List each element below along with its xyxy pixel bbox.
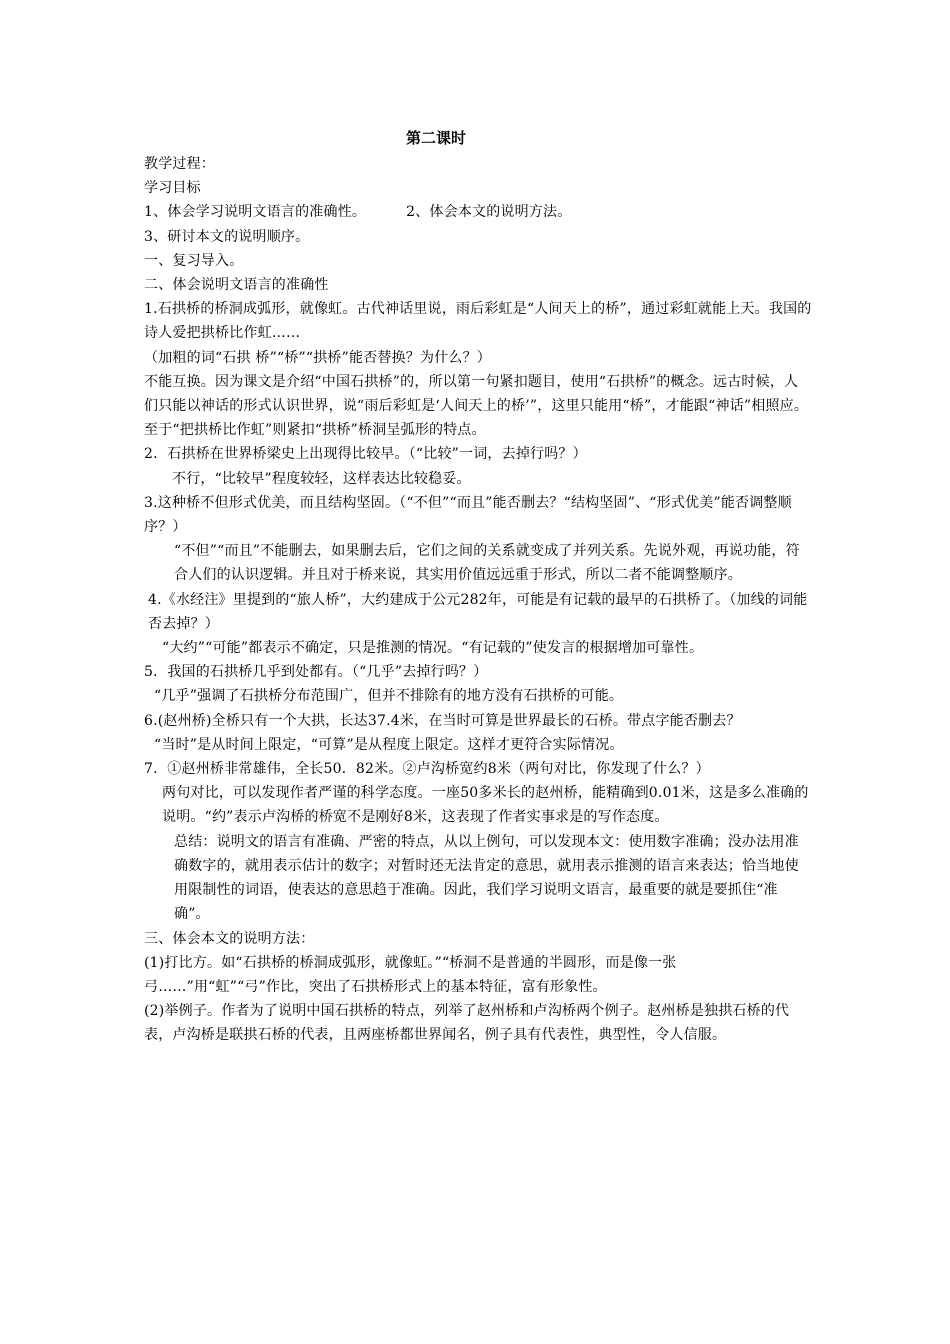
paragraph-learning-goals: 学习目标 [144,180,201,197]
paragraph-answer-5: “几乎”强调了石拱桥分布范围广，但并不排除有的地方没有石拱桥的可能。 [154,688,624,705]
goal-1: 1、体会学习说明文语言的准确性。 [144,204,367,221]
paragraph-example-7: 7．①赵州桥非常雄伟，全长50．82米。②卢沟桥宽约8米（两句对比，你发现了什么？） [144,761,710,778]
paragraph-answer-7: 两句对比，可以发现作者严谨的科学态度。一座50多米长的赵州桥，能精确到0.01米，这是多么准确的说明。“约”表示卢沟桥的桥宽不是刚好8米，这表现了作者实事求是的写作态度。 [162,785,809,826]
paragraph-goal-3: 3、研讨本文的说明顺序。 [144,228,310,245]
page-title: 第二课时 [405,129,466,147]
paragraph-teaching-process: 教学过程： [144,156,215,172]
paragraph-example-1: 1.石拱桥的桥洞成弧形，就像虹。古代神话里说，雨后彩虹是“人间天上的桥”，通过彩虹就能上天。我国的诗人爱把拱桥比作虹…… [144,301,812,342]
paragraph-answer-6: “当时”是从时间上限定，“可算”是从程度上限定。这样才更符合实际情况。 [154,736,624,753]
section-heading-methods: 三、体会本文的说明方法： [144,930,315,947]
paragraph-answer-4: “大约”“可能”都表示不确定，只是推测的情况。“有记载的”使发言的根据增加可靠性。 [162,640,704,657]
paragraph-summary: 总结：说明文的语言有准确、严密的特点，从以上例句，可以发现本文：使用数字准确；没办法用准确数字的，就用表示估计的数字；对暂时还无法肯定的意思，就用表示推测的语言来表达；恰当地使用限制性的词语，使表达的意思趋于准确。因此，我们学习说明文语言，最重要的就是要抓住“准确”。 [174,833,799,923]
paragraph-example-6: 6.(赵州桥)全桥只有一个大拱，长达37.4米，在当时可算是世界最长的石桥。带点字能否删去？ [144,712,741,729]
paragraph-goals-1-2 [144,200,812,224]
paragraph-answer-3: “不但”“而且”不能删去，如果删去后，它们之间的关系就变成了并列关系。先说外观，再说功能，符合人们的认识逻辑。并且对于桥来说，其实用价值远远重于形式，所以二者不能调整顺序。 [174,543,800,584]
paragraph-method-analogy: (1)打比方。如“石拱桥的桥洞成弧形，就像虹。”“桥洞不是普通的半圆形，而是像一张弓……”用“虹”“弓”作比，突出了石拱桥形式上的基本特征，富有形象性。 [144,954,677,995]
paragraph-example-2: 2．石拱桥在世界桥梁史上出现得比较早。（“比较”一词，去掉行吗？） [144,446,587,463]
paragraph-answer-1: 不能互换。因为课文是介绍“中国石拱桥”的，所以第一句紧扣题目，使用“石拱桥”的概念。远古时候，人们只能以神话的形式认识世界，说“雨后彩虹是‘人间天上的桥’”，这里只能用“桥”，才能跟“神话”相照应。至于“把拱桥比作虹”则紧扣“拱桥”桥洞呈弧形的特点。 [144,373,809,439]
goal-2: 2、体会本文的说明方法。 [406,204,572,221]
paragraph-answer-2: 不行，“比较早”程度较轻，这样表达比较稳妥。 [172,470,471,487]
section-heading-accuracy: 二、体会说明文语言的准确性 [144,277,329,294]
paragraph-question-1: （加粗的词“石拱 桥”“桥”“拱桥”能否替换？为什么？） [144,349,491,366]
paragraph-example-4: 4.《水经注》里提到的“旅人桥”，大约建成于公元282年，可能是有记载的最早的石拱桥了。（加线的词能否去掉？） [148,591,808,632]
section-heading-review: 一、复习导入。 [144,252,244,269]
document-body [144,152,812,1048]
paragraph-method-examples: (2)举例子。作者为了说明中国石拱桥的特点，列举了赵州桥和卢沟桥两个例子。赵州桥是独拱石桥的代表，卢沟桥是联拱石桥的代表，且两座桥都世界闻名，例子具有代表性，典型性，令人信服。 [144,1003,790,1044]
paragraph-example-5: 5．我国的石拱桥几乎到处都有。（“几乎”去掉行吗？） [144,664,488,681]
paragraph-example-3: 3.这种桥不但形式优美，而且结构坚固。（“不但”“而且”能否删去？“结构坚固”、“形式优美”能否调整顺序？） [144,494,792,536]
